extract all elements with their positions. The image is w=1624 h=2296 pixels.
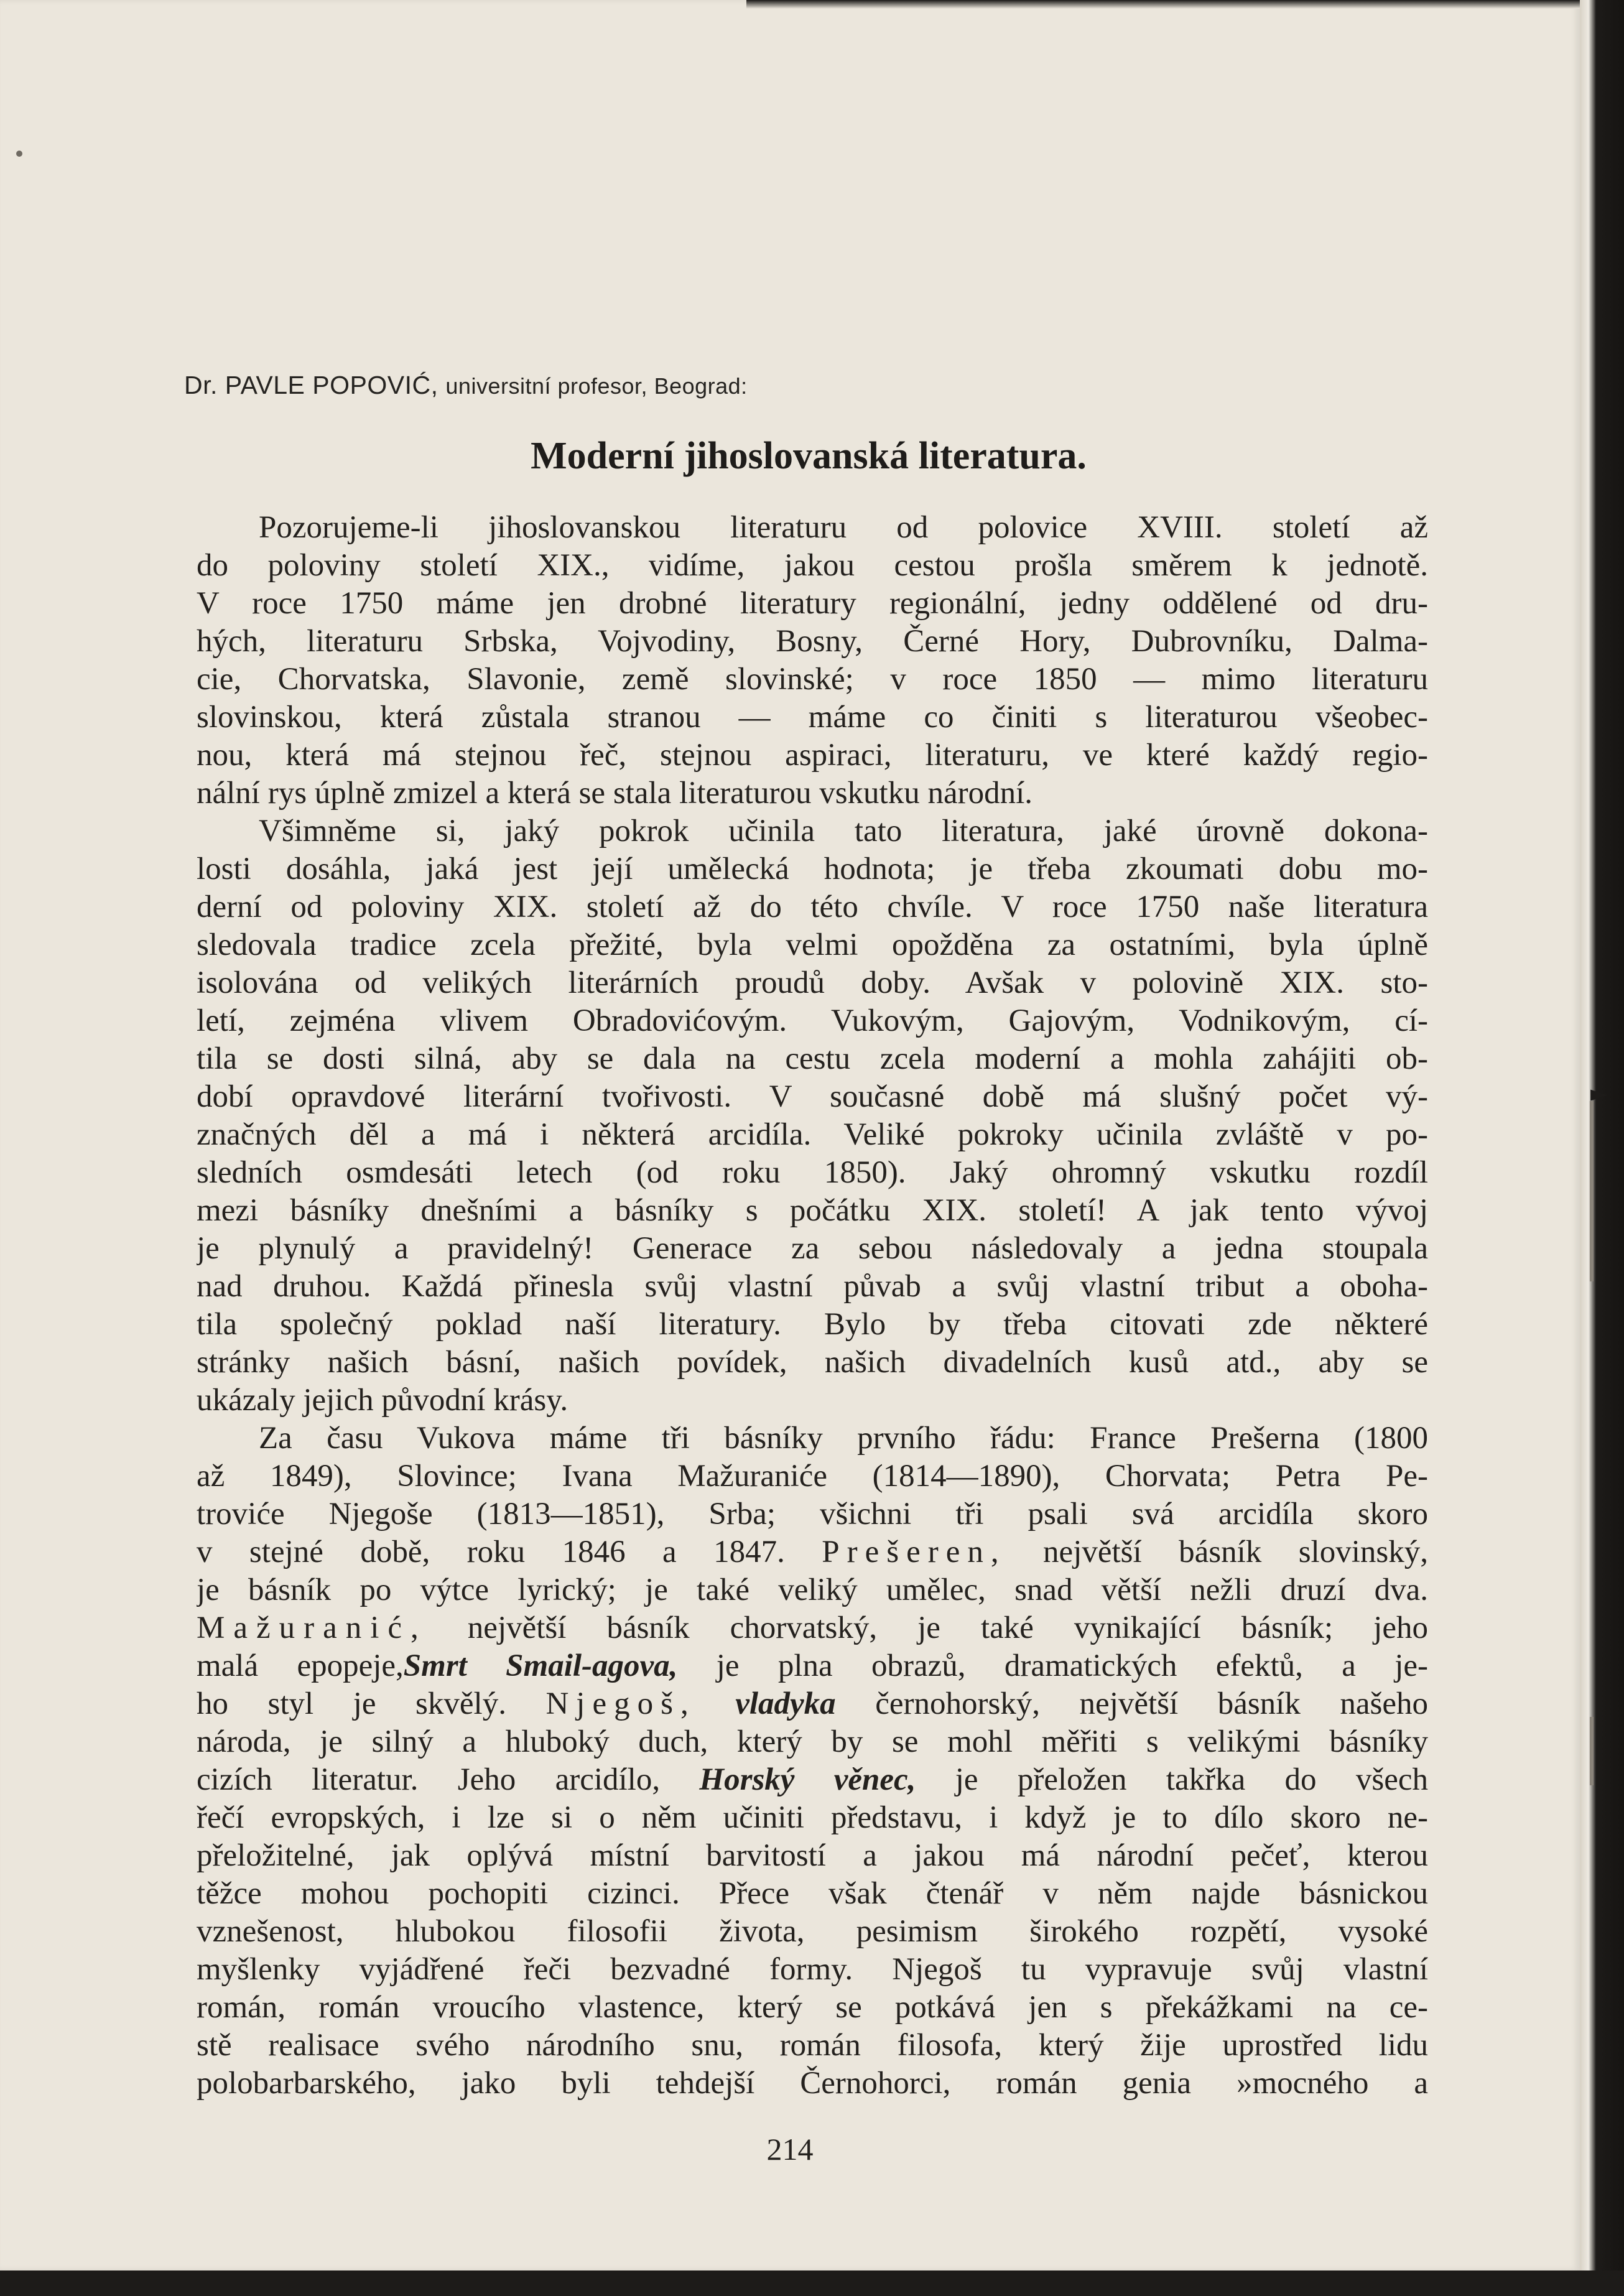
text-line: v stejné době, roku 1846 a 1847. Prešeren, největší básník slovinský,	[197, 1535, 1428, 1569]
page-top-edge-shadow	[746, 0, 1580, 9]
text-line: Mažuranić, největší básník chorvatský, je také vynikající básník; jeho	[197, 1610, 1428, 1645]
emphasis: vladyka	[735, 1686, 836, 1721]
text-line: myšlenky vyjádřené řeči bezvadné formy. Njegoš tu vypravuje svůj vlastní	[197, 1952, 1428, 1987]
text-line: národa, je silný a hluboký duch, který by se mohl měřiti s velikými básníky	[197, 1724, 1428, 1759]
margin-speck	[16, 151, 22, 157]
text-line: malá epopeje,Smrt Smail-agova, je plna obrazů, dramatických efektů, a je-	[197, 1648, 1428, 1683]
text-line: až 1849), Slovince; Ivana Mažuraniće (1814—1890), Chorvata; Petra Pe-	[197, 1459, 1428, 1494]
article-title: Moderní jihoslovanská literatura.	[531, 435, 1087, 477]
text-line: nální rys úplně zmizel a která se stala literaturou vskutku národní.	[197, 776, 1033, 811]
emphasis: Smrt Smail-agova,	[403, 1648, 678, 1683]
text-line: do poloviny století XIX., vidíme, jakou cestou prošla směrem k jednotě.	[197, 548, 1428, 583]
text-line: troviće Njegoše (1813—1851), Srba; všichni tři psali svá arcidíla skoro	[197, 1497, 1428, 1531]
author-role: universitní profesor, Beograd:	[445, 373, 748, 399]
text-line: polobarbarského, jako byli tehdejší Černohorci, román genia »mocného a	[197, 2066, 1428, 2101]
edge-tab-marker	[1590, 1101, 1594, 1281]
text-line: cie, Chorvatska, Slavonie, země slovinské; v roce 1850 — mimo literaturu	[197, 662, 1428, 697]
text-line: V roce 1750 máme jen drobné literatury regionální, jedny oddělené od dru-	[197, 586, 1428, 621]
text-line: cizích literatur. Jeho arcidílo, Horský věnec, je přeložen takřka do všech	[197, 1762, 1428, 1797]
text-line: derní od poloviny XIX. století až do této chvíle. V roce 1750 naše literatura	[197, 890, 1428, 924]
text-line: těžce mohou pochopiti cizinci. Přece však čtenář v něm najde básnickou	[197, 1876, 1428, 1911]
text-line: mezi básníky dnešními a básníky s počátku XIX. století! A jak tento vývoj	[197, 1193, 1428, 1228]
book-binding-edge	[1580, 0, 1624, 2296]
text-line: sledovala tradice zcela přežité, byla velmi opožděna za ostatními, byla úplně	[197, 927, 1428, 962]
page-number: 214	[766, 2132, 814, 2167]
text-line: nou, která má stejnou řeč, stejnou aspiraci, literaturu, ve které každý regio-	[197, 738, 1428, 773]
author-name: Dr. PAVLE POPOVIĆ,	[184, 371, 438, 399]
emphasis: Horský věnec,	[699, 1762, 916, 1797]
text-line: tila společný poklad naší literatury. Bylo by třeba citovati zde některé	[197, 1307, 1428, 1342]
text-line: isolována od velikých literárních proudů doby. Avšak v polovině XIX. sto-	[197, 965, 1428, 1000]
text-line: vznešenost, hlubokou filosofii života, pesimism širokého rozpětí, vysoké	[197, 1914, 1428, 1949]
text-line: řečí evropských, i lze si o něm učiniti představu, i když je to dílo skoro ne-	[197, 1800, 1428, 1835]
text-line: losti dosáhla, jaká jest její umělecká hodnota; je třeba zkoumati dobu mo-	[197, 852, 1428, 886]
text-line: je plynulý a pravidelný! Generace za sebou následovaly a jedna stoupala	[197, 1231, 1428, 1266]
text-line: Za času Vukova máme tři básníky prvního řádu: France Prešerna (1800	[259, 1421, 1428, 1456]
text-line: ukázaly jejich původní krásy.	[197, 1383, 568, 1418]
emphasis: Njegoš,	[545, 1686, 696, 1721]
text-line: dobí opravdové literární tvořivosti. V současné době má slušný počet vý-	[197, 1079, 1428, 1114]
text-line: nad druhou. Každá přinesla svůj vlastní půvab a svůj vlastní tribut a oboha-	[197, 1269, 1428, 1304]
text-line: slovinskou, která zůstala stranou — máme co činiti s literaturou všeobec-	[197, 700, 1428, 735]
text-line: tila se dosti silná, aby se dala na cestu zcela moderní a mohla zahájiti ob-	[197, 1041, 1428, 1076]
text-line: hých, literaturu Srbska, Vojvodiny, Bosny, Černé Hory, Dubrovníku, Dalma-	[197, 624, 1428, 659]
edge-arrow-icon: ►	[1590, 1081, 1608, 1107]
text-line: je básník po výtce lyrický; je také veliký umělec, snad větší nežli druzí dva.	[197, 1573, 1428, 1607]
text-line: sledních osmdesáti letech (od roku 1850). Jaký ohromný vskutku rozdíl	[197, 1155, 1428, 1190]
text-line: přeložitelné, jak oplývá místní barvitostí a jakou má národní pečeť, kterou	[197, 1838, 1428, 1873]
text-line: stě realisace svého národního snu, román filosofa, který žije uprostřed lidu	[197, 2028, 1428, 2063]
edge-tab-marker	[1590, 1717, 1594, 1785]
text-line: Pozorujeme-li jihoslovanskou literaturu od polovice XVIII. století až	[259, 510, 1428, 545]
text-line: román, román vroucího vlastence, který se potkává jen s překážkami na ce-	[197, 1990, 1428, 2025]
text-line: stránky našich básní, našich povídek, našich divadelních kusů atd., aby se	[197, 1345, 1428, 1380]
emphasis: Prešeren,	[822, 1535, 1006, 1569]
emphasis: Mažuranić,	[197, 1610, 427, 1645]
author-byline	[184, 371, 1304, 400]
scan-bottom-border	[0, 2270, 1624, 2296]
text-line: Všimněme si, jaký pokrok učinila tato literatura, jaké úrovně dokona-	[259, 814, 1428, 848]
text-line: značných děl a má i některá arcidíla. Veliké pokroky učinila zvláště v po-	[197, 1117, 1428, 1152]
text-line: ho styl je skvělý. Njegoš, vladyka černohorský, největší básník našeho	[197, 1686, 1428, 1721]
article-body	[197, 509, 1428, 2103]
text-line: letí, zejména vlivem Obradovićovým. Vukovým, Gajovým, Vodnikovým, cí-	[197, 1003, 1428, 1038]
